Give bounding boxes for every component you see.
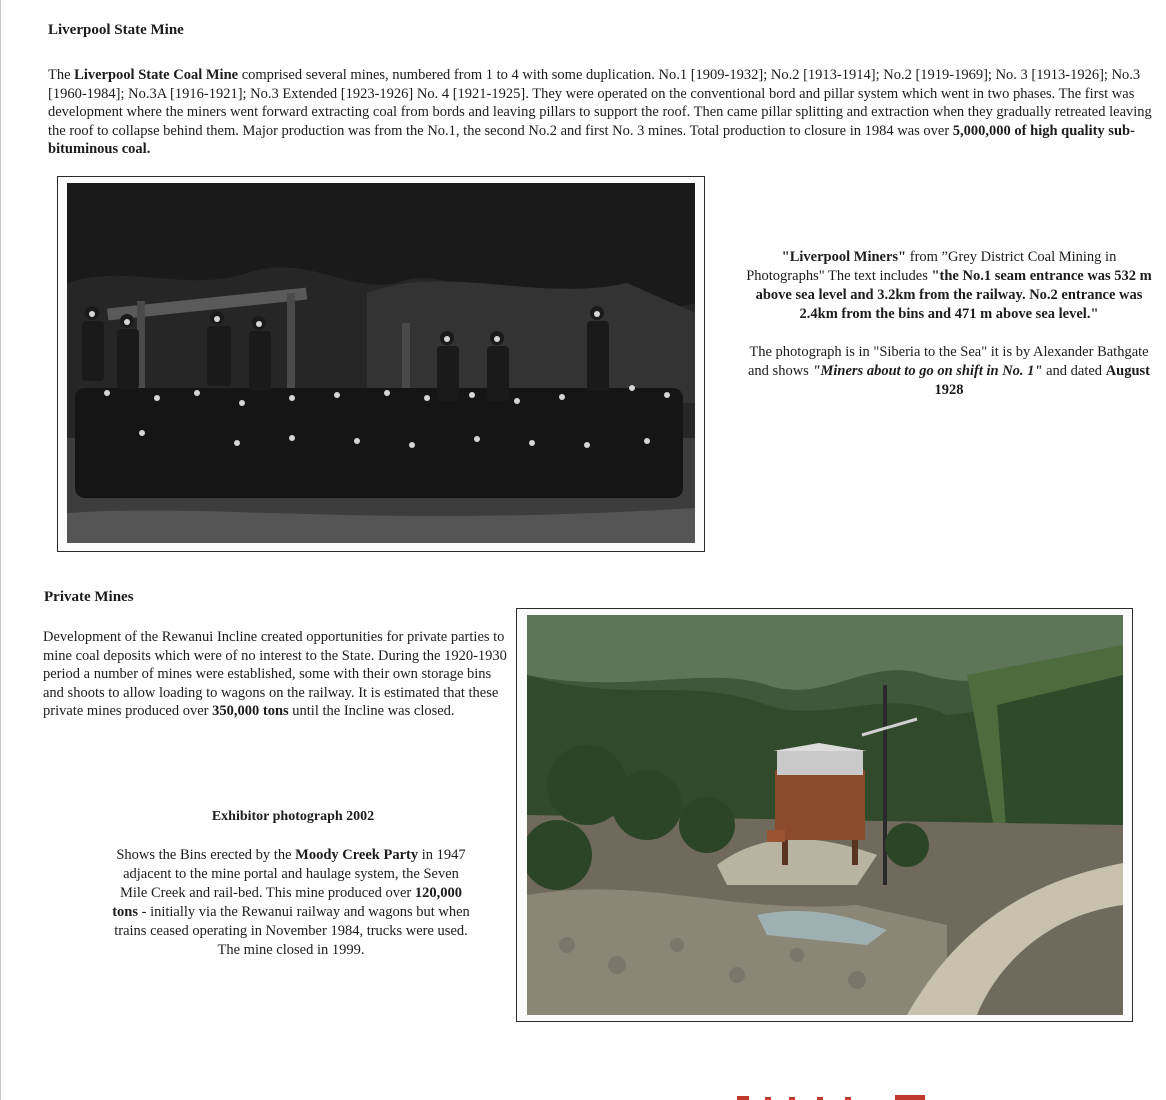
liverpool-miners-caption [742,248,1156,400]
miners-photo-drawing [67,183,695,543]
footer-logo-fragment [737,1094,927,1100]
private-mines-heading: Private Mines [44,589,134,605]
exhibitor-photo-title: Exhibitor photograph 2002 [211,809,375,824]
liverpool-heading: Liverpool State Mine [48,22,184,38]
page-edge-line [0,0,1,1100]
bins-photo-drawing [527,615,1123,1015]
moody-creek-bins-photo [527,615,1123,1015]
moody-creek-bins-photo-frame [516,608,1133,1022]
liverpool-miners-photo [67,183,695,543]
liverpool-paragraph: The Liverpool State Coal Mine comprised several mines, numbered from 1 to 4 with some duplication. No.1 [1909-1932]; No.2 [1913-1914]; No.2 [1919-1969]; No. 3 [1913-1926]; No.3 [1960-1984]; No.3A [1916-1921]; No.3 Extended [1923-1926] No. 4 [1921-1925]. They were operated on the conventional bord and pillar system which went in two phases. The first was development where the miners went forward extracting coal from bords and leaving pillars to support the roof. Then came pillar splitting and extraction when they gradually retreated leaving the roof to collapse behind them. Major production was from the No.1, the second No.2 and first No. 3 mines. Total production to closure in 1984 was over 5,000,000 of high quality sub-bituminous coal. [48,67,1152,157]
liverpool-miners-photo-frame [57,176,705,552]
exhibitor-photo-caption: Shows the Bins erected by the Moody Creek Party in 1947 adjacent to the mine portal and haulage system, the Seven Mile Creek and rail-bed. This mine produced over 120,000 tons - initially via the Rewanui railway and wagons but when trains ceased operating in November 1984, trucks were used. The mine closed in 1999. [112,847,470,958]
caption-paragraph-2: The photograph is in "Siberia to the Sea" it is by Alexander Bathgate and shows "Miners about to go on shift in No. 1" and dated August 1928 [747,344,1151,398]
caption-paragraph-1: "Liverpool Miners" from ”Grey District Coal Mining in Photographs" The text includes "the No.1 seam entrance was 532 m above sea level and 3.2km from the railway. No.2 entrance was 2.4km from the bins and 471 m above sea level." [746,249,1152,322]
private-mines-paragraph: Development of the Rewanui Incline created opportunities for private parties to mine coal deposits which were of no interest to the State. During the 1920-1930 period a number of mines were established, some with their own storage bins and shoots to allow loading to wagons on the railway. It is estimated that these private mines produced over 350,000 tons until the Incline was closed. [43,629,507,719]
